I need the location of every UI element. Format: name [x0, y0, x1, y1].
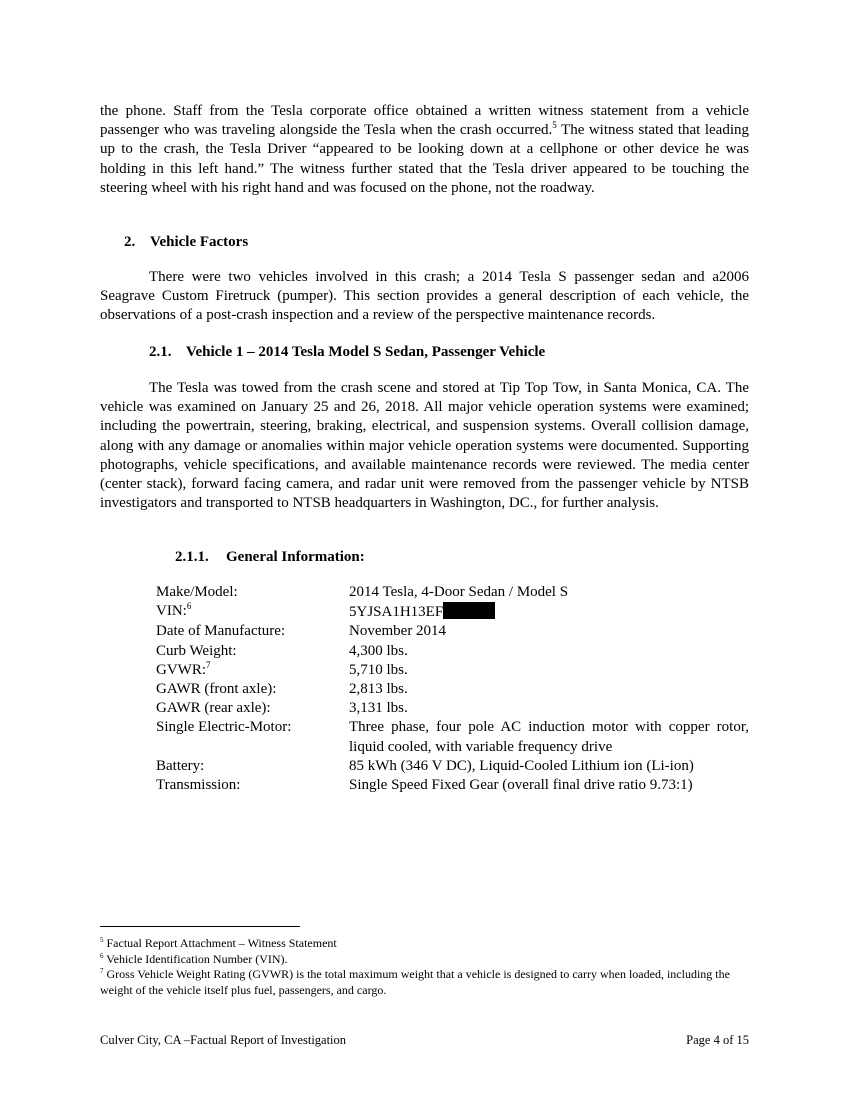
- footnote-ref-5[interactable]: 5: [552, 120, 557, 131]
- section-2-1-text: The Tesla was towed from the crash scene and stored at Tip Top Tow, in Santa Monica, CA. The vehicle was examined on January 25 and 26, 2018. All major vehicle operation systems were examined; including the powertrain, steering, braking, electrical, and suspension systems. Overall collision damage, along with any damage or anomalies within major vehicle operation systems were documented. Supporting photographs, vehicle specifications, and available maintenance records were reviewed. The media center (center stack), forward facing camera, and radar unit were removed from the passenger vehicle by NTSB investigators and transported to NTSB headquarters in Washington, DC., for further analysis.: [100, 380, 749, 512]
- spec-table: [156, 583, 749, 795]
- spec-label: Single Electric-Motor:: [156, 719, 292, 736]
- intro-text-b: The witness stated that leading up to the crash, the Tesla Driver “appeared to be looking down at a cellphone or other device he was holding in this left hand.” The witness further stated that the Tesla driver appeared to be touching the steering wheel with his right hand and was focused on the phone, not the roadway.: [100, 122, 749, 196]
- spec-label: Date of Manufacture:: [156, 623, 286, 640]
- footer-page-number: Page 4 of 15: [686, 1033, 749, 1047]
- spec-label: Curb Weight:: [156, 642, 237, 659]
- spec-row-gawr-front: [156, 680, 749, 699]
- spec-label: GAWR (rear axle):: [156, 700, 271, 717]
- redaction-box: [443, 602, 495, 619]
- spec-value: Single Speed Fixed Gear (overall final drive ratio 9.73:1): [349, 777, 693, 794]
- footnote-5: $^5$ Factual Report Attachment – Witness Statement: [100, 936, 337, 950]
- section-2-1-1-heading: [175, 548, 365, 567]
- page-footer: [100, 1033, 749, 1048]
- spec-value: 4,300 lbs.: [349, 642, 408, 659]
- section-2-1-number: 2.1.: [149, 344, 172, 360]
- footnote-separator: [100, 926, 300, 927]
- footnote-7: $^7$ Gross Vehicle Weight Rating (GVWR) is the total maximum weight that a vehicle is designed to carry when loaded, including the weight of the vehicle itself plus fuel, passengers, and cargo.: [100, 967, 730, 997]
- spec-row-curb-weight: [156, 642, 749, 661]
- spec-row-vin: [156, 602, 749, 622]
- spec-value: 2,813 lbs.: [349, 681, 408, 698]
- footnote-ref-6[interactable]: 6: [186, 601, 192, 612]
- spec-value: 3,131 lbs.: [349, 700, 408, 717]
- spec-row-gvwr: [156, 661, 749, 680]
- spec-value: 85 kWh (346 V DC), Liquid-Cooled Lithium ion (Li-ion): [349, 757, 694, 774]
- section-2-1-1-number: 2.1.1.: [175, 549, 209, 565]
- section-2-paragraph: [100, 268, 749, 326]
- spec-value: 2014 Tesla, 4-Door Sedan / Model S: [349, 584, 569, 600]
- footer-report-title: Culver City, CA –Factual Report of Investigation: [100, 1033, 347, 1047]
- spec-value: 5YJSA1H13EF: [349, 602, 749, 622]
- spec-label: VIN:$^6$: [156, 601, 192, 620]
- spec-row-date-of-manufacture: [156, 622, 749, 641]
- spec-label: Transmission:: [156, 777, 241, 794]
- section-2-number: 2.: [124, 234, 136, 250]
- section-2-1-paragraph: [100, 379, 749, 513]
- spec-label: GVWR:$^7$: [156, 659, 211, 678]
- spec-row-motor: [156, 718, 749, 756]
- spec-value: Three phase, four pole AC induction motor with copper rotor, liquid cooled, with variable frequency drive: [349, 719, 749, 755]
- intro-text-a: the phone. Staff from the Tesla corporate office obtained a written witness statement from a vehicle passenger who was traveling alongside the Tesla when the crash occurred.: [100, 103, 749, 139]
- spec-label: Make/Model:: [156, 584, 238, 600]
- intro-paragraph: [100, 102, 749, 198]
- spec-value: 5,710 lbs.: [349, 661, 408, 678]
- spec-value: November 2014: [349, 623, 447, 640]
- section-2-title: Vehicle Factors: [150, 234, 249, 250]
- spec-row-transmission: [156, 776, 749, 795]
- section-2-text: There were two vehicles involved in this crash; a 2014 Tesla S passenger sedan and a2006 Seagrave Custom Firetruck (pumper). This section provides a general description of each vehicle, the observations of a post-crash inspection and a review of the perspective maintenance records.: [100, 269, 749, 324]
- footnote-6: $^6$ Vehicle Identification Number (VIN).: [100, 951, 288, 966]
- spec-row-make-model: [156, 583, 749, 602]
- footnote-ref-7[interactable]: 7: [206, 659, 211, 670]
- spec-label: Battery:: [156, 757, 205, 774]
- spec-label: GAWR (front axle):: [156, 681, 277, 698]
- section-2-heading: [124, 233, 248, 252]
- section-2-1-1-title: General Information:: [226, 549, 365, 565]
- spec-row-battery: [156, 757, 749, 776]
- footnotes: [100, 936, 730, 998]
- section-2-1-heading: [149, 343, 545, 362]
- spec-row-gawr-rear: [156, 699, 749, 718]
- section-2-1-title: Vehicle 1 – 2014 Tesla Model S Sedan, Passenger Vehicle: [186, 344, 546, 360]
